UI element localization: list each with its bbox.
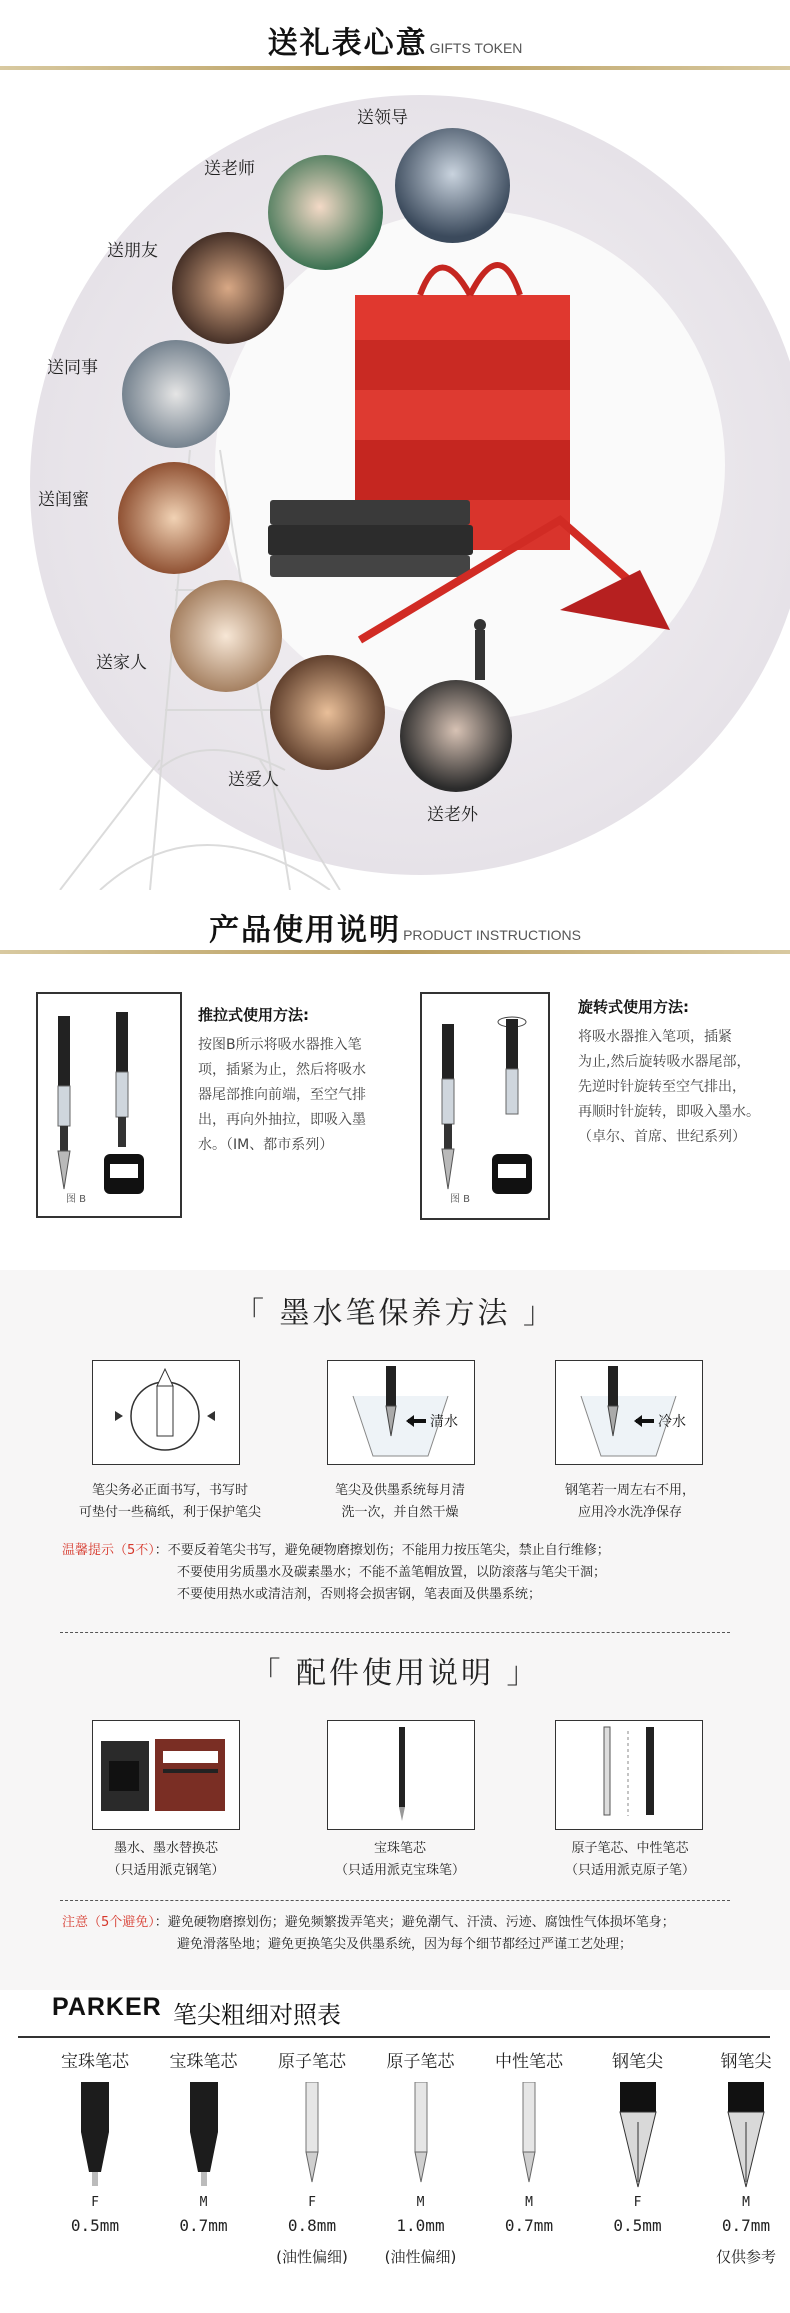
refill-tip-icon [479,2082,579,2192]
twist-heading: 旋转式使用方法: [578,998,689,1016]
refill-label: 中性笔芯 [495,2052,563,2072]
accessory-figure-1 [92,1720,240,1830]
accessory-figure-2 [327,1720,475,1830]
twist-figure: 图 B [420,992,550,1220]
notebook [268,500,473,577]
refill-tip-icon [588,2082,688,2192]
accessory-caption-2: 宝珠笔芯 （只适用派克宝珠笔） [334,1841,465,1878]
instructions-title: 产品使用说明 PRODUCT INSTRUCTIONS [209,913,581,948]
care-figure-3: 冷水 [555,1360,703,1465]
refill-size: 0.7mm [721,2216,771,2235]
accessory-title: 「 配件使用说明 」 [250,1656,540,1691]
refill-grade: M [416,2195,425,2210]
refill-size: 0.5mm [70,2216,120,2235]
photo-friends [172,232,284,344]
label-teacher: 送老师 [204,159,255,179]
accessory-caption-3: 原子笔芯、中性笔芯 （只适用派克原子笔） [564,1841,695,1878]
parker-brand: PARKER [52,1993,162,2021]
photo-colleagues [122,340,230,448]
dashed-divider [60,1632,730,1633]
label-family: 送家人 [96,653,147,673]
refill-tip-icon [154,2082,254,2192]
refill-label: 钢笔尖 [612,2052,663,2072]
label-foreigner: 送老外 [427,805,478,825]
push-pull-text: 按图B所示将吸水器推入笔 项，插紧为止，然后将吸水 器尾部推向前端，至空气排 出，再向外抽拉，即吸入墨 水。（IM、都市系列） [198,1037,366,1153]
dashed-divider [60,1900,730,1901]
care-figure-2: 清水 [327,1360,475,1465]
refill-label: 原子笔芯 [278,2052,346,2072]
refill-size: 0.8mm [287,2216,337,2235]
refill-note: (油性偏细) [384,2248,457,2266]
photo-bestie [118,462,230,574]
photo-family [170,580,282,692]
photo-leader [395,128,510,243]
refill-tip-icon [696,2082,790,2192]
refill-label: 钢笔尖 [720,2052,772,2072]
refill-size: 0.5mm [613,2216,662,2235]
refill-size: 0.7mm [179,2216,228,2235]
label-lover: 送爱人 [228,770,279,790]
refill-label: 宝珠笔芯 [169,2052,238,2072]
accessory-figure-3 [555,1720,703,1830]
accessory-caption-1: 墨水、墨水替换芯 （只适用派克钢笔） [107,1841,225,1878]
push-pull-heading: 推拉式使用方法: [198,1006,309,1024]
label-leader: 送领导 [357,108,408,128]
care-caption-3: 钢笔若一周左右不用， 应用冷水洗净保存 [564,1483,695,1520]
care-caption-1: 笔尖务必正面书写，书写时 可垫付一些稿纸，利于保护笔尖 [78,1483,261,1520]
refill-grade: M [525,2195,533,2210]
label-bestie: 送闺蜜 [38,490,89,510]
refill-note: (油性偏细) [276,2248,348,2266]
gifts-title: 送礼表心意 GIFTS TOKEN [267,26,523,61]
refill-tip-icon [371,2082,471,2192]
care-title: 「 墨水笔保养方法 」 [233,1296,557,1331]
gold-divider [0,950,790,954]
care-figure-1 [92,1360,240,1465]
care-tips: 温馨提示（5不）：不要反着笔尖书写，避免硬物磨擦划伤；不能用力按压笔尖，禁止自行维修； 不要使用劣质墨水及碳素墨水；不能不盖笔帽放置，以防滚落与笔尖干涸； 不要使用热水或清洁剂，否则将会损害钢，笔表面及供墨系统； [62,1543,610,1602]
refill-tip-icon [45,2082,145,2192]
refill-grade: F [633,2195,642,2210]
refill-grade: M [742,2195,750,2210]
refill-grade: F [308,2195,316,2210]
refill-tip-icon [262,2082,362,2192]
refill-grade: M [199,2195,208,2210]
refill-grade: F [91,2195,99,2210]
push-pull-figure: 图 B [36,992,182,1218]
photo-lover [270,655,385,770]
twist-text: 将吸水器推入笔项，插紧 为止,然后旋转吸水器尾部， 先逆时针旋转至空气排出， 再顺时针旋转，即吸入墨水。 （卓尔、首席、世纪系列） [578,1029,760,1145]
accessory-notes: 注意（5个避免）：避免硬物磨擦划伤；避免频繁拨弄笔夹；避免潮气、汗渍、污迹、腐蚀性气体损坏笔身； 避免滑落坠地；避免更换笔尖及供墨系统，因为每个细节都经过严谨工艺处理； [62,1915,675,1952]
label-colleague: 送同事 [47,358,98,378]
parker-title: 笔尖粗细对照表 [173,2001,341,2029]
label-friend: 送朋友 [107,241,158,261]
refill-label: 原子笔芯 [386,2052,455,2072]
refill-note: 仅供参考 [715,2248,776,2266]
photo-foreigner [400,680,512,792]
refill-size: 0.7mm [504,2216,554,2235]
care-caption-2: 笔尖及供墨系统每月清 洗一次，并自然干燥 [334,1483,465,1520]
refill-size: 1.0mm [396,2216,445,2235]
parker-divider [18,2036,770,2038]
refill-label: 宝珠笔芯 [61,2052,129,2072]
photo-teacher [268,155,383,270]
